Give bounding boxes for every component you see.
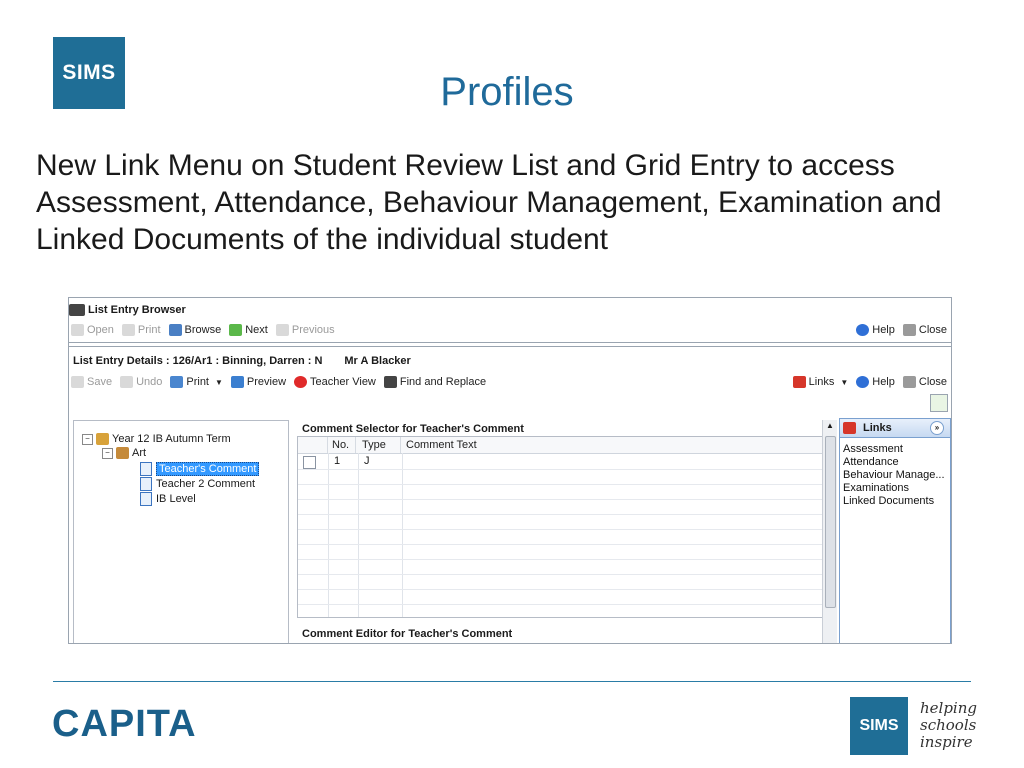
empty-row <box>298 499 823 515</box>
grid-header-comment-text[interactable]: Comment Text <box>406 439 477 451</box>
empty-row <box>298 514 823 530</box>
links-dropdown-button[interactable] <box>793 376 849 388</box>
document-icon <box>140 492 152 506</box>
toolbar-divider-2 <box>69 346 951 347</box>
next-button[interactable] <box>229 324 268 336</box>
teacher-view-label: Teacher View <box>310 376 376 388</box>
links-icon <box>843 422 856 434</box>
refresh-icon[interactable] <box>930 394 948 412</box>
chevron-down-icon: ▼ <box>840 377 849 387</box>
links-panel <box>839 418 951 644</box>
undo-button[interactable] <box>120 376 162 388</box>
save-icon <box>71 376 84 388</box>
vertical-scrollbar[interactable] <box>822 420 837 643</box>
details-teacher: Mr A Blacker <box>344 355 411 367</box>
link-behaviour-management[interactable]: Behaviour Manage... <box>843 469 945 481</box>
calendar-icon <box>96 433 109 445</box>
empty-row <box>298 529 823 545</box>
collapse-icon[interactable]: − <box>102 448 113 459</box>
next-label: Next <box>245 324 268 336</box>
subject-label: Art <box>132 447 147 459</box>
empty-row <box>298 484 823 500</box>
document-icon <box>140 477 152 491</box>
sims-screenshot <box>68 297 952 644</box>
tree-item-label: Teacher's Comment <box>156 462 259 476</box>
links-panel-header <box>840 419 950 438</box>
capita-logo: CAPITA <box>52 703 197 745</box>
comment-editor-title: Comment Editor for Teacher's Comment <box>302 628 513 640</box>
browser-titlebar <box>69 302 951 318</box>
print-label: Print <box>137 324 161 336</box>
close-icon <box>903 376 916 388</box>
folder-icon <box>71 324 84 336</box>
link-linked-documents[interactable]: Linked Documents <box>843 495 935 507</box>
toolbar-divider <box>69 342 951 343</box>
empty-row <box>298 574 823 590</box>
teacher-view-button[interactable] <box>294 376 376 388</box>
find-replace-label: Find and Replace <box>399 376 487 388</box>
sims-logo: SIMS <box>53 37 125 109</box>
tree-item-teachers-comment[interactable] <box>140 462 259 476</box>
printer-icon <box>170 376 183 388</box>
teacher-view-icon <box>294 376 307 388</box>
print-label: Print <box>186 376 209 388</box>
help-label: Help <box>872 324 895 336</box>
find-replace-button[interactable] <box>384 376 486 388</box>
help-icon <box>856 324 869 336</box>
binoculars-icon <box>384 376 397 388</box>
preview-button[interactable] <box>231 376 286 388</box>
tagline <box>920 700 977 751</box>
term-label: Year 12 IB Autumn Term <box>112 433 231 445</box>
tagline-line: helping <box>920 699 977 717</box>
help-icon <box>856 376 869 388</box>
tree-item-teacher-2-comment[interactable] <box>140 477 255 491</box>
row-no: 1 <box>334 455 341 467</box>
slide-body-text: New Link Menu on Student Review List and Grid Entry to access Assessment, Attendance, Behaviour Management, Examination and Linked Documents of the individual student <box>36 149 942 256</box>
row-type: J <box>364 455 370 467</box>
preview-icon <box>231 376 244 388</box>
details-title: List Entry Details : 126/Ar1 : Binning, Darren : N <box>73 355 323 367</box>
open-button[interactable] <box>71 324 114 336</box>
save-label: Save <box>87 376 113 388</box>
browser-title: List Entry Browser <box>88 304 186 316</box>
save-button[interactable] <box>71 376 112 388</box>
browse-button[interactable] <box>169 324 222 336</box>
print-button[interactable] <box>122 324 161 336</box>
tree-node-term[interactable] <box>82 433 231 445</box>
close-label: Close <box>918 324 947 336</box>
browse-icon <box>169 324 182 336</box>
link-assessment[interactable]: Assessment <box>843 443 903 455</box>
details-header <box>73 354 951 368</box>
empty-row <box>298 589 823 605</box>
browser-toolbar-right <box>856 322 947 338</box>
grid-header-type[interactable]: Type <box>358 437 401 453</box>
empty-row <box>298 544 823 560</box>
links-label: Links <box>808 376 835 388</box>
tagline-line: schools <box>920 716 977 734</box>
grid-header-select <box>298 437 328 453</box>
tree-item-ib-level[interactable] <box>140 492 196 506</box>
tree-item-label: IB Level <box>156 493 196 505</box>
links-icon <box>793 376 806 388</box>
empty-row <box>298 469 823 485</box>
scrollbar-thumb[interactable] <box>825 436 836 608</box>
close-icon <box>903 324 916 336</box>
art-icon <box>116 447 129 459</box>
help-button[interactable] <box>856 376 895 388</box>
links-panel-title: Links <box>863 422 892 434</box>
help-label: Help <box>872 376 895 388</box>
arrow-down-icon <box>229 324 242 336</box>
chevron-down-icon: ▼ <box>215 377 223 387</box>
link-examinations[interactable]: Examinations <box>843 482 910 494</box>
printer-icon <box>122 324 135 336</box>
tree-node-subject[interactable] <box>102 447 146 459</box>
print-dropdown-button[interactable] <box>170 376 223 388</box>
collapse-chevron-icon[interactable]: » <box>930 421 944 435</box>
browse-label: Browse <box>184 324 222 336</box>
browser-toolbar <box>71 322 951 338</box>
arrow-up-icon <box>276 324 289 336</box>
grid-header-no[interactable]: No. <box>328 437 356 453</box>
collapse-icon[interactable]: − <box>82 434 93 445</box>
help-button[interactable] <box>856 324 895 336</box>
close-button[interactable] <box>903 324 947 336</box>
close-label: Close <box>918 376 947 388</box>
details-toolbar-right <box>793 374 947 390</box>
binoculars-icon <box>69 304 85 316</box>
sims-footer-logo: SIMS <box>850 697 908 755</box>
previous-label: Previous <box>291 324 335 336</box>
open-label: Open <box>87 324 114 336</box>
comment-grid <box>297 436 824 618</box>
section-selector-panel <box>73 420 289 644</box>
undo-icon <box>120 376 133 388</box>
comment-selector-title: Comment Selector for Teacher's Comment <box>302 423 524 435</box>
slide-title: Profiles <box>440 70 574 114</box>
previous-button[interactable] <box>276 324 335 336</box>
tree-item-label: Teacher 2 Comment <box>156 478 256 490</box>
empty-row <box>298 559 823 575</box>
undo-label: Undo <box>136 376 163 388</box>
scroll-up-icon[interactable]: ▲ <box>826 421 834 430</box>
grid-header <box>298 437 823 454</box>
close-button[interactable] <box>903 376 947 388</box>
link-attendance[interactable]: Attendance <box>843 456 899 468</box>
document-icon <box>140 462 152 476</box>
preview-label: Preview <box>246 376 287 388</box>
row-checkbox[interactable] <box>303 456 316 469</box>
tagline-line: inspire <box>920 733 973 751</box>
table-row[interactable] <box>298 454 823 470</box>
footer-divider <box>53 681 971 682</box>
